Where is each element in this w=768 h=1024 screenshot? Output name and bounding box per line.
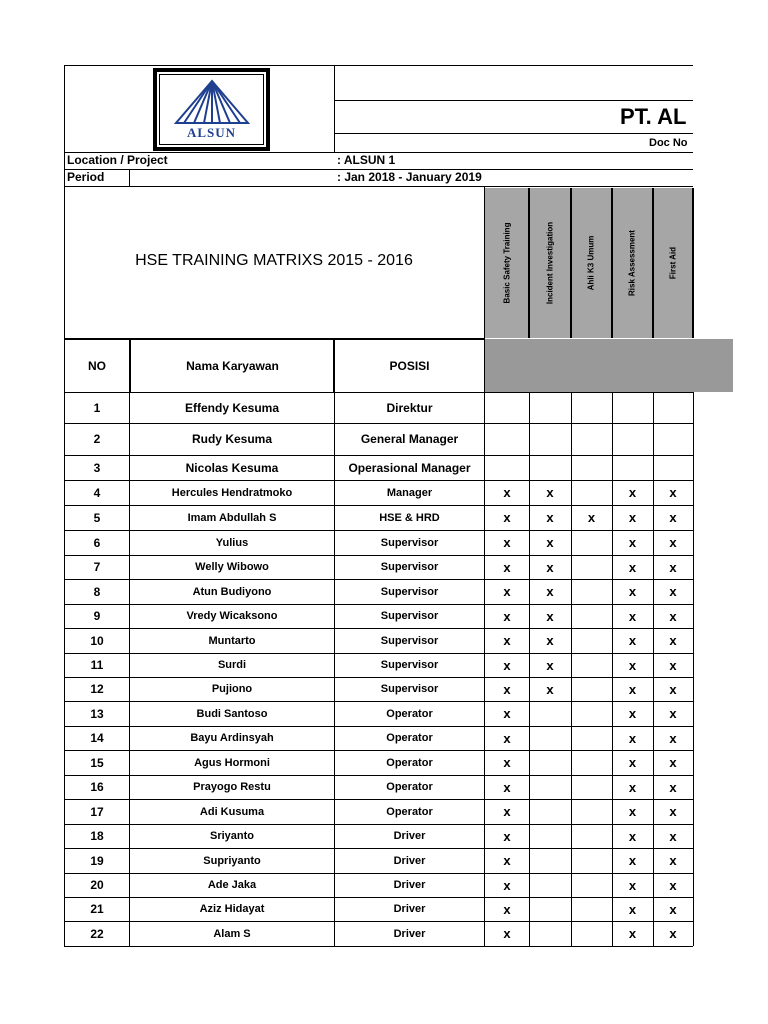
employee-position: Driver <box>393 903 426 915</box>
training-mark <box>612 423 653 455</box>
training-mark: x <box>503 901 511 917</box>
row-number: 21 <box>90 902 104 916</box>
row-number: 9 <box>93 609 101 623</box>
training-header-5 <box>653 188 693 338</box>
training-mark: x <box>628 535 637 550</box>
col-header-name: Nama Karyawan <box>186 359 279 373</box>
training-mark <box>571 628 612 653</box>
training-mark <box>571 848 612 873</box>
employee-name: Surdi <box>217 659 247 671</box>
period-label: Period <box>67 170 105 184</box>
training-mark: x <box>503 804 511 819</box>
training-mark: x <box>546 657 554 673</box>
training-mark <box>653 455 693 480</box>
row-number: 15 <box>90 755 104 770</box>
employee-position: Operator <box>386 805 433 818</box>
training-mark: x <box>628 853 637 868</box>
training-mark: x <box>669 510 677 525</box>
training-mark: x <box>503 877 511 893</box>
training-header-4 <box>612 188 653 338</box>
gray-band <box>485 339 733 392</box>
training-mark: x <box>628 633 637 648</box>
training-mark <box>485 455 529 480</box>
employee-name: Alam S <box>213 927 251 940</box>
training-mark: x <box>628 510 637 525</box>
training-mark: x <box>669 485 677 500</box>
training-mark: x <box>546 559 554 575</box>
training-mark <box>529 897 571 921</box>
training-mark <box>529 455 571 480</box>
row-number: 7 <box>93 560 101 574</box>
row-number: 17 <box>90 804 104 819</box>
employee-position: Driver <box>393 879 426 891</box>
doc-no-label: Doc No <box>649 137 688 149</box>
employee-position: Supervisor <box>380 610 439 622</box>
training-mark <box>529 824 571 848</box>
employee-position: General Manager <box>360 432 459 446</box>
training-mark: x <box>628 877 637 893</box>
training-mark: x <box>546 633 554 648</box>
training-mark: x <box>628 804 637 819</box>
training-mark <box>571 677 612 701</box>
company-title: PT. AL <box>620 104 687 129</box>
training-mark: x <box>669 559 677 575</box>
training-mark: x <box>503 755 511 770</box>
training-mark <box>571 555 612 579</box>
employee-position: Driver <box>393 830 426 842</box>
training-mark: x <box>503 779 511 795</box>
row-number: 20 <box>90 878 104 892</box>
training-mark <box>529 848 571 873</box>
training-mark: x <box>669 584 677 599</box>
employee-name: Ade Jaka <box>207 879 257 891</box>
employee-name: Prayogo Restu <box>193 781 271 793</box>
employee-name: Budi Santoso <box>196 707 268 720</box>
employee-position: Supervisor <box>380 683 439 695</box>
training-mark: x <box>503 608 511 624</box>
training-mark: x <box>628 730 637 746</box>
training-mark <box>571 897 612 921</box>
training-mark: x <box>669 608 677 624</box>
training-mark: x <box>503 926 511 941</box>
row-number: 11 <box>90 658 104 672</box>
employee-name: Vredy Wicaksono <box>186 610 278 622</box>
training-mark: x <box>628 901 637 917</box>
training-mark: x <box>669 853 677 868</box>
employee-name: Imam Abdullah S <box>187 511 277 524</box>
employee-name: Nicolas Kesuma <box>185 460 279 475</box>
row-number: 13 <box>90 706 104 721</box>
row-number: 14 <box>90 731 104 745</box>
training-mark: x <box>669 755 677 770</box>
employee-position: Operasional Manager <box>348 460 471 475</box>
training-mark <box>529 701 571 726</box>
training-mark: x <box>503 510 511 525</box>
training-mark: x <box>503 853 511 868</box>
training-mark: x <box>669 779 677 795</box>
employee-name: Atun Budiyono <box>192 585 272 598</box>
training-mark <box>571 579 612 604</box>
employee-name: Muntarto <box>208 634 256 647</box>
training-mark <box>571 873 612 897</box>
row-number: 19 <box>90 853 104 868</box>
employee-position: HSE & HRD <box>379 511 440 524</box>
training-mark <box>529 775 571 799</box>
employee-position: Driver <box>393 854 426 867</box>
training-mark <box>529 799 571 824</box>
training-mark: x <box>669 535 677 550</box>
training-mark <box>571 480 612 505</box>
location-label: Location / Project <box>67 153 168 167</box>
training-mark <box>571 392 612 423</box>
training-mark: x <box>628 926 637 941</box>
training-mark: x <box>503 535 511 550</box>
training-mark <box>571 824 612 848</box>
training-mark: x <box>503 681 511 697</box>
employee-position: Operator <box>386 756 433 769</box>
row-number: 5 <box>93 510 101 525</box>
logo-text: ALSUN <box>186 125 237 140</box>
row-number: 22 <box>90 926 104 941</box>
training-mark <box>571 701 612 726</box>
employee-position: Manager <box>386 486 433 499</box>
training-mark <box>612 392 653 423</box>
training-mark: x <box>546 681 554 697</box>
employee-name: Sriyanto <box>209 830 254 842</box>
training-mark: x <box>669 633 677 648</box>
training-mark: x <box>669 926 677 941</box>
training-mark <box>571 653 612 677</box>
employee-name: Rudy Kesuma <box>191 432 273 446</box>
row-number: 12 <box>90 682 104 696</box>
training-mark: x <box>546 535 554 550</box>
training-mark: x <box>503 559 511 575</box>
training-mark <box>571 775 612 799</box>
training-mark: x <box>669 730 677 746</box>
training-mark: x <box>546 510 554 525</box>
training-mark <box>571 530 612 555</box>
employee-name: Effendy Kesuma <box>184 400 280 415</box>
employee-name: Supriyanto <box>203 854 261 867</box>
row-number: 2 <box>93 432 101 446</box>
training-mark <box>571 750 612 775</box>
row-number: 1 <box>93 400 101 415</box>
training-mark: x <box>503 584 511 599</box>
training-mark: x <box>503 730 511 746</box>
employee-name: Welly Wibowo <box>195 561 269 573</box>
training-mark <box>571 423 612 455</box>
row-number: 16 <box>90 780 104 794</box>
training-mark: x <box>669 681 677 697</box>
training-mark: x <box>628 706 637 721</box>
training-mark: x <box>587 510 596 525</box>
training-header-3 <box>571 188 612 338</box>
training-label: First Aid <box>668 246 677 280</box>
training-label: Ahli K3 Umum <box>586 235 596 291</box>
employee-position: Driver <box>393 927 426 940</box>
training-mark: x <box>503 828 511 844</box>
training-mark <box>653 392 693 423</box>
training-mark: x <box>669 877 677 893</box>
training-mark: x <box>546 485 554 500</box>
employee-name: Bayu Ardinsyah <box>190 732 274 744</box>
training-header-2 <box>529 188 571 338</box>
employee-position: Operator <box>386 781 433 793</box>
training-mark <box>571 799 612 824</box>
training-mark: x <box>546 608 554 624</box>
training-mark: x <box>503 633 511 648</box>
location-value: : ALSUN 1 <box>337 153 396 167</box>
training-mark <box>571 455 612 480</box>
training-mark: x <box>628 657 637 673</box>
employee-name: Pujiono <box>211 683 253 695</box>
training-mark <box>529 423 571 455</box>
row-number: 4 <box>93 485 101 500</box>
training-mark: x <box>503 485 511 500</box>
training-label: Risk Assessment <box>627 230 637 296</box>
training-mark: x <box>546 584 554 599</box>
row-number: 3 <box>93 460 101 475</box>
col-header-position: POSISI <box>389 359 430 373</box>
employee-position: Operator <box>386 732 433 744</box>
training-mark: x <box>628 681 637 697</box>
training-mark: x <box>628 755 637 770</box>
training-mark: x <box>669 657 677 673</box>
training-mark <box>571 604 612 628</box>
training-mark <box>529 726 571 750</box>
training-mark <box>653 423 693 455</box>
employee-position: Supervisor <box>380 659 439 671</box>
employee-position: Direktur <box>386 400 433 415</box>
company-logo <box>153 68 270 151</box>
employee-name: Adi Kusuma <box>199 805 265 818</box>
training-mark <box>571 726 612 750</box>
training-mark <box>571 921 612 946</box>
row-number: 8 <box>93 584 101 599</box>
training-mark: x <box>628 828 637 844</box>
employee-position: Operator <box>386 707 433 720</box>
employee-name: Yulius <box>215 536 249 549</box>
employee-name: Aziz Hidayat <box>199 903 265 915</box>
training-mark <box>529 750 571 775</box>
training-mark: x <box>628 779 637 795</box>
training-mark: x <box>503 657 511 673</box>
row-number: 6 <box>93 535 101 550</box>
training-mark <box>529 873 571 897</box>
training-mark: x <box>628 584 637 599</box>
training-mark: x <box>669 706 677 721</box>
row-number: 10 <box>90 633 104 648</box>
training-mark <box>485 392 529 423</box>
training-mark: x <box>628 485 637 500</box>
col-header-no: NO <box>88 359 106 373</box>
employee-position: Supervisor <box>380 536 439 549</box>
employee-name: Hercules Hendratmoko <box>171 486 293 499</box>
period-value: : Jan 2018 - January 2019 <box>337 170 482 184</box>
training-mark: x <box>628 608 637 624</box>
training-mark: x <box>503 706 511 721</box>
employee-position: Supervisor <box>380 634 439 647</box>
training-mark <box>529 392 571 423</box>
training-mark <box>485 423 529 455</box>
training-label: Incident Investigation <box>545 221 554 305</box>
training-header-1 <box>485 188 529 338</box>
training-mark <box>612 455 653 480</box>
training-mark: x <box>669 828 677 844</box>
row-number: 18 <box>90 829 104 843</box>
employee-position: Supervisor <box>380 561 439 573</box>
training-mark <box>529 921 571 946</box>
training-mark: x <box>669 901 677 917</box>
training-label: Basic Safety Training <box>502 222 511 304</box>
training-mark: x <box>669 804 677 819</box>
matrix-title: HSE TRAINING MATRIXS 2015 - 2016 <box>135 252 413 269</box>
employee-position: Supervisor <box>380 585 439 598</box>
employee-name: Agus Hormoni <box>194 756 270 769</box>
training-mark: x <box>628 559 637 575</box>
